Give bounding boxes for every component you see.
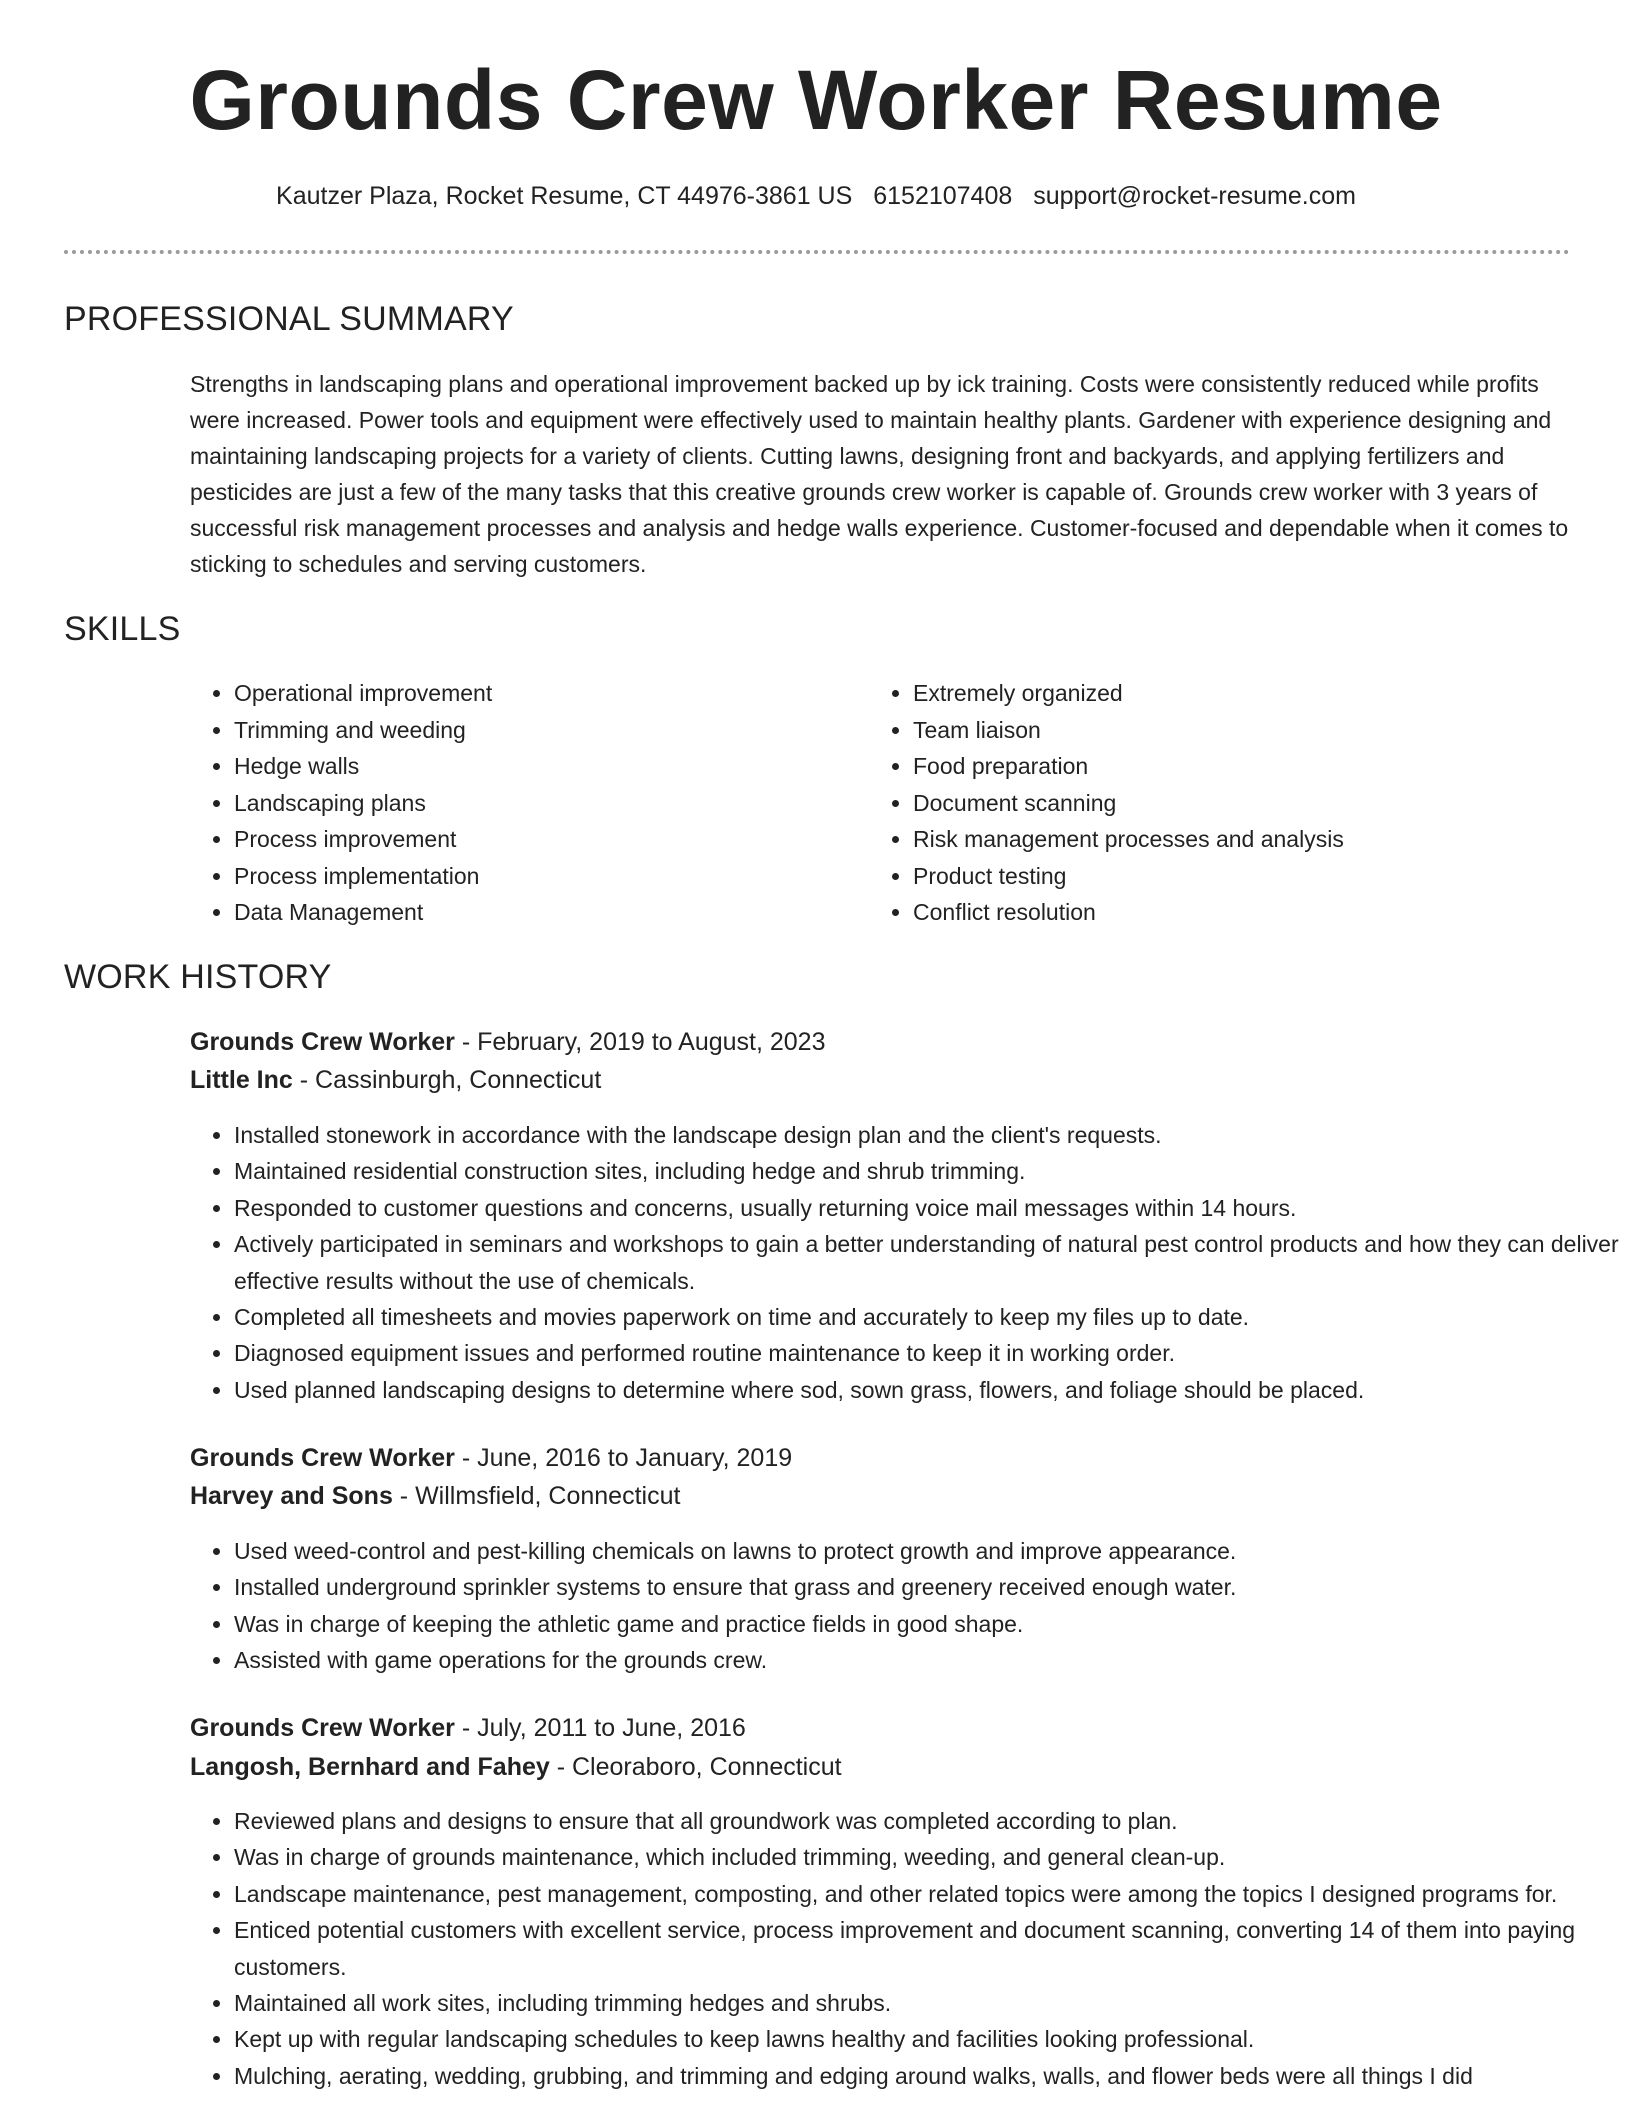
job-company-line <box>190 1061 601 1099</box>
job-bullet: • Actively participated in seminars and workshops to gain a better understanding of natural pest control products and how they can deliver effective results without the use of chemicals. <box>234 1226 1624 1299</box>
skill-item: • Document scanning <box>913 785 1613 822</box>
skill-item: • Risk management processes and analysis <box>913 821 1613 858</box>
job-bullet: • Was in charge of grounds maintenance, which included trimming, weeding, and general clean-up. <box>234 1839 1624 1875</box>
job-bullet: • Maintained residential construction sites, including hedge and shrub trimming. <box>234 1153 1624 1189</box>
job-bullets <box>190 1533 1624 1679</box>
skill-item: • Hedge walls <box>234 748 854 785</box>
skill-item: • Product testing <box>913 858 1613 895</box>
job-company: Harvey and Sons <box>190 1482 393 1510</box>
summary-heading: PROFESSIONAL SUMMARY <box>64 300 514 338</box>
job-company-line <box>190 1477 680 1515</box>
email: support@rocket-resume.com <box>1033 182 1356 210</box>
header-divider <box>64 250 1570 254</box>
skills-list-left <box>190 675 854 931</box>
skills-heading: SKILLS <box>64 610 181 648</box>
job-title-line <box>190 1023 825 1061</box>
job-bullets <box>190 1117 1624 1408</box>
job-title: Grounds Crew Worker <box>190 1028 455 1056</box>
contact-line <box>0 182 1632 211</box>
job-company-line <box>190 1748 842 1786</box>
job-bullet: • Completed all timesheets and movies paperwork on time and accurately to keep my files up to date. <box>234 1299 1624 1335</box>
skill-item: • Landscaping plans <box>234 785 854 822</box>
job-title: Grounds Crew Worker <box>190 1444 455 1472</box>
job-location: - Willmsfield, Connecticut <box>392 1482 681 1510</box>
job-bullet: • Installed stonework in accordance with the landscape design plan and the client's requests. <box>234 1117 1624 1153</box>
address: Kautzer Plaza, Rocket Resume, CT 44976-3861 US <box>276 182 853 210</box>
job-dates: - July, 2011 to June, 2016 <box>454 1714 746 1742</box>
job-bullet: • Landscape maintenance, pest management, composting, and other related topics were among the topics I designed programs for. <box>234 1876 1624 1912</box>
skills-list-right <box>869 675 1613 931</box>
job-title-line <box>190 1709 746 1747</box>
job-bullet: • Used planned landscaping designs to determine where sod, sown grass, flowers, and foliage should be placed. <box>234 1372 1624 1408</box>
skill-item: • Trimming and weeding <box>234 712 854 749</box>
job-bullet: • Enticed potential customers with excellent service, process improvement and document scanning, converting 14 of them into paying customers. <box>234 1912 1624 1985</box>
job-company: Little Inc <box>190 1066 293 1094</box>
job-dates: - February, 2019 to August, 2023 <box>454 1028 826 1056</box>
job-location: - Cassinburgh, Connecticut <box>292 1066 602 1094</box>
skill-item: • Operational improvement <box>234 675 854 712</box>
skill-item: • Team liaison <box>913 712 1613 749</box>
job-bullet: • Was in charge of keeping the athletic game and practice fields in good shape. <box>234 1606 1624 1642</box>
job-bullet: • Responded to customer questions and concerns, usually returning voice mail messages within 14 hours. <box>234 1190 1624 1226</box>
job-title: Grounds Crew Worker <box>190 1714 455 1742</box>
skill-item: • Food preparation <box>913 748 1613 785</box>
job-bullets <box>190 1803 1624 2094</box>
skill-item: • Conflict resolution <box>913 894 1613 931</box>
summary-text: Strengths in landscaping plans and operational improvement backed up by ick training. Costs were consistently reduced while profits were increased. Power tools and equipment were effectively used to maintain healthy plants. Gardener with experience designing and maintaining landscaping projects for a variety of clients. Cutting lawns, designing front and backyards, and applying fertilizers and pesticides are just a few of the many tasks that this creative grounds crew worker is capable of. Grounds crew worker with 3 years of successful risk management processes and analysis and hedge walls experience. Customer-focused and dependable when it comes to sticking to schedules and serving customers. <box>190 371 1569 577</box>
job-bullet: • Reviewed plans and designs to ensure that all groundwork was completed according to plan. <box>234 1803 1624 1839</box>
work-heading: WORK HISTORY <box>64 958 332 996</box>
skill-item: • Process implementation <box>234 858 854 895</box>
job-bullet: • Used weed-control and pest-killing chemicals on lawns to protect growth and improve appearance. <box>234 1533 1624 1569</box>
job-bullet: • Installed underground sprinkler systems to ensure that grass and greenery received enough water. <box>234 1569 1624 1605</box>
skill-item: • Data Management <box>234 894 854 931</box>
skill-item: • Extremely organized <box>913 675 1613 712</box>
job-location: - Cleoraboro, Connecticut <box>549 1753 842 1781</box>
skill-item: • Process improvement <box>234 821 854 858</box>
job-bullet: • Mulching, aerating, wedding, grubbing, and trimming and edging around walks, walls, and flower beds were all things I did <box>234 2058 1624 2094</box>
job-bullet: • Kept up with regular landscaping schedules to keep lawns healthy and facilities looking professional. <box>234 2021 1624 2057</box>
job-dates: - June, 2016 to January, 2019 <box>454 1444 793 1472</box>
phone: 6152107408 <box>873 182 1013 210</box>
job-company: Langosh, Bernhard and Fahey <box>190 1753 550 1781</box>
job-bullet: • Maintained all work sites, including trimming hedges and shrubs. <box>234 1985 1624 2021</box>
job-bullet: • Diagnosed equipment issues and performed routine maintenance to keep it in working order. <box>234 1335 1624 1371</box>
job-title-line <box>190 1439 792 1477</box>
job-bullet: • Assisted with game operations for the grounds crew. <box>234 1642 1624 1678</box>
resume-title: Grounds Crew Worker Resume <box>189 53 1443 147</box>
